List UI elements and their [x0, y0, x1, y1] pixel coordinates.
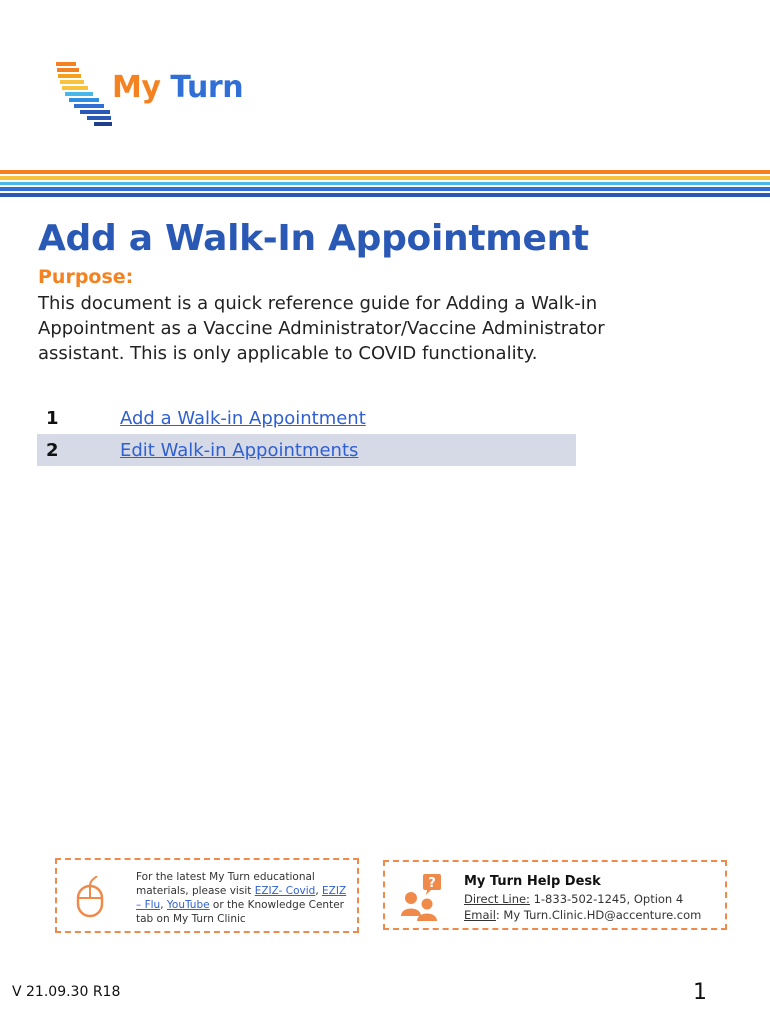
resources-outro: or the Knowledge Center tab on My Turn Clinic [136, 899, 344, 925]
help-desk-email [464, 908, 701, 922]
logo-word-turn: Turn [170, 70, 244, 105]
logo-wordmark [112, 70, 243, 105]
resources-separator: , [315, 885, 323, 897]
phone-label: Direct Line: [464, 892, 530, 906]
youtube-link[interactable]: YouTube [166, 899, 210, 911]
eziz-covid-link[interactable]: EZIZ- Covid [254, 885, 316, 897]
california-stripes-logo-icon [54, 60, 114, 132]
toc-row [37, 402, 576, 434]
toc-row [37, 434, 576, 466]
resources-intro: For the latest My Turn educational materials, please visit [136, 871, 315, 897]
eziz-flu-link[interactable]: EZIZ – Flu [136, 885, 347, 911]
toc-number: 2 [46, 439, 59, 461]
resources-text [136, 870, 354, 926]
resources-box [55, 858, 359, 933]
purpose-heading: Purpose: [38, 266, 134, 288]
email-value: : My Turn.Clinic.HD@accenture.com [495, 908, 702, 922]
page-title: Add a Walk-In Appointment [38, 218, 589, 259]
email-label: Email [464, 908, 496, 922]
toc-link-add-walk-in[interactable]: Add a Walk-in Appointment [120, 407, 366, 429]
page-number: 1 [693, 980, 707, 1005]
mouse-icon [75, 876, 105, 918]
logo-word-my: My [112, 70, 161, 105]
toc-link-edit-walk-in[interactable]: Edit Walk-in Appointments [120, 439, 359, 461]
help-desk-phone [464, 892, 683, 906]
toc-number: 1 [46, 407, 59, 429]
svg-text:?: ? [428, 876, 436, 891]
table-of-contents [37, 402, 576, 466]
purpose-text: This document is a quick reference guide for Adding a Walk-in Appointment as a Vaccine Administrator/Vaccine Administrator assistant. This is only applicable to COVID functionality. [38, 293, 605, 364]
header-stripes [0, 170, 770, 200]
version-label: V 21.09.30 R18 [12, 984, 121, 1000]
help-desk-title: My Turn Help Desk [464, 874, 601, 889]
help-desk-box [383, 860, 727, 930]
resources-separator: , [160, 899, 167, 911]
help-desk-icon [399, 872, 443, 922]
phone-value: 1-833-502-1245, Option 4 [529, 892, 684, 906]
